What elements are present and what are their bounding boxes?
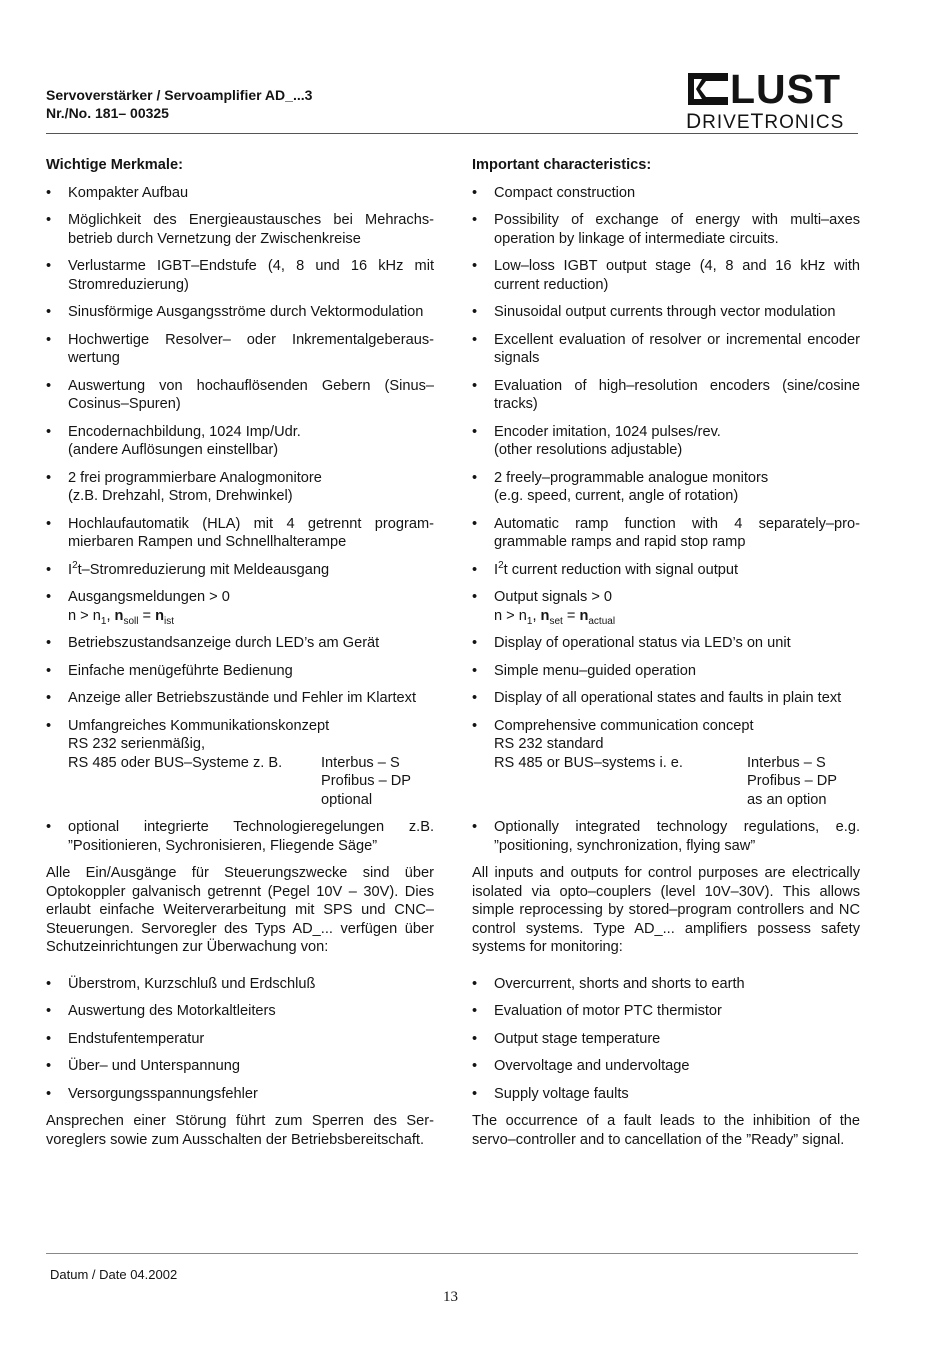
list-item: • Comprehensive communication concept RS 232 standard RS 485 or BUS–systems i. e. Interbus – S Profibus – DP as an option xyxy=(472,717,860,810)
logo-subtitle: DRIVETRONICS xyxy=(686,110,845,133)
list-item: • Auswertung des Motorkaltleiters xyxy=(46,1002,434,1021)
list-item: • Anzeige aller Betriebszustände und Fehler im Klartext xyxy=(46,689,434,708)
list-item: • Hochlaufautomatik (HLA) mit 4 getrennt programmierbaren Rampen und Schnellhalterampe xyxy=(46,515,434,552)
list-item: • Display of all operational states and faults in plain text xyxy=(472,689,860,708)
list-item: • Überstrom, Kurzschluß und Erdschluß xyxy=(46,975,434,994)
page-number: 13 xyxy=(443,1289,458,1305)
features-list xyxy=(472,184,860,856)
list-item: • optional integrierte Technologieregelungen z.B. ”Positionieren, Sychronisieren, Fliegende Säge” xyxy=(46,818,434,855)
list-item: • Kompakter Aufbau xyxy=(46,184,434,203)
logo-wordmark: LUST xyxy=(730,66,842,112)
header-line-number: Nr./No. 181– 00325 xyxy=(46,105,169,121)
monitoring-list xyxy=(46,975,434,1104)
lust-logo xyxy=(686,68,858,134)
list-item: • 2 freely–programmable analogue monitors (e.g. speed, current, angle of rotation) xyxy=(472,469,860,506)
list-item: • Overvoltage and undervoltage xyxy=(472,1057,860,1076)
list-item: • Output signals > 0 $n > n_1$, $n_{set} = n_{actual}$ xyxy=(472,588,860,625)
list-item: • Encoder imitation, 1024 pulses/rev. (other resolutions adjustable) xyxy=(472,423,860,460)
header-divider xyxy=(46,133,858,134)
list-item: • Einfache menügeführte Bedienung xyxy=(46,662,434,681)
list-item: • Sinusoidal output currents through vector modulation xyxy=(472,303,860,322)
document-header-title xyxy=(46,86,312,122)
list-item: • Möglichkeit des Energieaustausches bei Mehrachsbetrieb durch Vernetzung der Zwischenkreise xyxy=(46,211,434,248)
list-item: • Evaluation of motor PTC thermistor xyxy=(472,1002,860,1021)
section-heading: Wichtige Merkmale: xyxy=(46,157,183,173)
list-item: • Über– und Unterspannung xyxy=(46,1057,434,1076)
list-item: • Endstufentemperatur xyxy=(46,1030,434,1049)
section-heading: Important characteristics: xyxy=(472,157,652,173)
list-item: • 2 frei programmierbare Analogmonitore (z.B. Drehzahl, Strom, Drehwinkel) xyxy=(46,469,434,506)
list-item: • Display of operational status via LED’s on unit xyxy=(472,634,860,653)
list-item: • Excellent evaluation of resolver or incremental encoder signals xyxy=(472,331,860,368)
lust-logo-mark-icon xyxy=(688,73,728,105)
list-item: • Output stage temperature xyxy=(472,1030,860,1049)
list-item: • Encodernachbildung, 1024 Imp/Udr. (andere Auflösungen einstellbar) xyxy=(46,423,434,460)
list-item: • Supply voltage faults xyxy=(472,1085,860,1104)
list-item: • $I^2t$ current reduction with signal output xyxy=(472,561,860,580)
list-item: • Optionally integrated technology regulations, e.g. ”positioning, synchronization, flying saw” xyxy=(472,818,860,855)
monitoring-list xyxy=(472,975,860,1104)
header-line-product: Servoverstärker / Servoamplifier AD_...3 xyxy=(46,87,313,103)
list-item: • Verlustarme IGBT–Endstufe (4, 8 und 16 kHz mit Stromreduzierung) xyxy=(46,257,434,294)
list-item: • Hochwertige Resolver– oder Inkrementalgeberauswertung xyxy=(46,331,434,368)
list-item: • $I^2t$–Stromreduzierung mit Meldeausgang xyxy=(46,561,434,580)
list-item: • Betriebszustandsanzeige durch LED’s am Gerät xyxy=(46,634,434,653)
list-item: • Umfangreiches Kommunikationskonzept RS 232 serienmäßig, RS 485 oder BUS–Systeme z. B. Interbus – S Profibus – DP optional xyxy=(46,717,434,810)
list-item: • Possibility of exchange of energy with multi–axes operation by linkage of intermediate circuits. xyxy=(472,211,860,248)
list-item: • Ausgangsmeldungen > 0 $n > n_1$, $n_{soll} = n_{ist}$ xyxy=(46,588,434,625)
list-item: • Simple menu–guided operation xyxy=(472,662,860,681)
paragraph-fault: Ansprechen einer Störung führt zum Sperren des Servoreglers sowie zum Ausschalten der Betriebsbereitschaft. xyxy=(46,1113,434,1148)
paragraph-isolation: Alle Ein/Ausgänge für Steuerungszwecke sind über Optokoppler galvanisch getrennt (Pegel 10V – 30V). Dies erlaubt einfache Weiterverarbeitung mit SPS und CNC–Steuerungen. Servoregler des Typs AD_... verfügen über Schutzeinrichtungen zur Überwachung von: xyxy=(46,865,434,955)
features-list xyxy=(46,184,434,856)
list-item: • Low–loss IGBT output stage (4, 8 and 16 kHz with current reduction) xyxy=(472,257,860,294)
column-german xyxy=(46,156,434,1158)
list-item: • Evaluation of high–resolution encoders (sine/cosine tracks) xyxy=(472,377,860,414)
paragraph-fault: The occurrence of a fault leads to the inhibition of the servo–controller and to cancellation of the ”Ready” signal. xyxy=(472,1113,860,1148)
list-item: • Auswertung von hochauflösenden Gebern (Sinus– Cosinus–Spuren) xyxy=(46,377,434,414)
footer-date: Datum / Date 04.2002 xyxy=(50,1267,178,1282)
footer-divider xyxy=(46,1253,858,1254)
list-item: • Compact construction xyxy=(472,184,860,203)
paragraph-isolation: All inputs and outputs for control purposes are electrically isolated via opto–couplers (level 10V–30V). This allows simple reprocessing by stored–program controllers and NC control systems. Type AD_... amplifiers possess safety systems for monitoring: xyxy=(472,865,860,955)
list-item: • Versorgungsspannungsfehler xyxy=(46,1085,434,1104)
column-english xyxy=(472,156,860,1158)
list-item: • Sinusförmige Ausgangsströme durch Vektormodulation xyxy=(46,303,434,322)
list-item: • Overcurrent, shorts and shorts to earth xyxy=(472,975,860,994)
list-item: • Automatic ramp function with 4 separately–programmable ramps and rapid stop ramp xyxy=(472,515,860,552)
